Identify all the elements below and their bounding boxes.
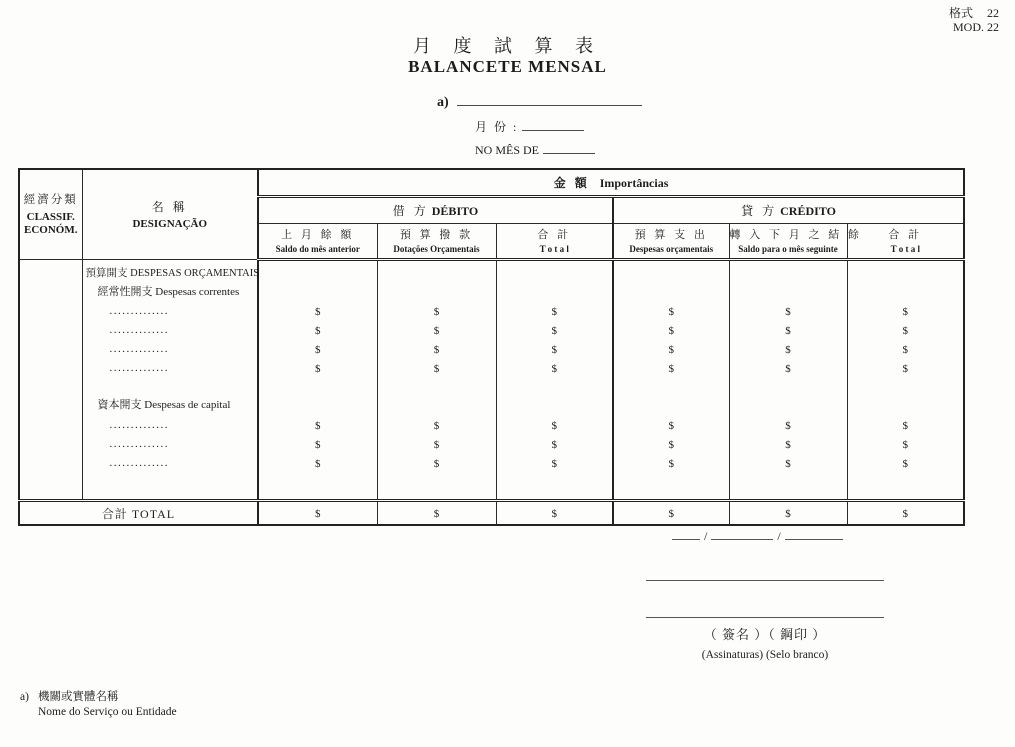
form-code: [949, 6, 999, 34]
dollar-sign: $: [902, 325, 909, 337]
dollar-sign: $: [785, 344, 791, 356]
total-cell-total-debito[interactable]: [496, 501, 613, 526]
dollar-sign: $: [433, 420, 440, 432]
dollar-sign: $: [785, 420, 791, 432]
footnote-zh: 機關或實體名稱: [38, 691, 119, 703]
balance-table: [18, 168, 965, 526]
spacer: [848, 379, 964, 417]
date-year-blank[interactable]: [785, 527, 843, 540]
month-field-pt: NO MÊS DE: [475, 140, 595, 158]
dollar-sign: $: [315, 344, 321, 356]
subgroup-despesas-correntes: 經常性開支 Despesas correntes: [97, 286, 240, 298]
total-cell-dotacoes[interactable]: [377, 501, 496, 526]
dollar-sign: $: [668, 439, 674, 451]
signature-line-2[interactable]: [646, 617, 884, 618]
dollar-sign: $: [902, 363, 909, 375]
dollar-sign: $: [551, 344, 557, 356]
footnote: [20, 690, 177, 720]
header-total-credito: 合 計 T o t a l: [847, 224, 964, 260]
dollar-sign: $: [902, 508, 909, 520]
dollar-sign: $: [785, 325, 791, 337]
dollar-sign: $: [902, 306, 909, 318]
header-despesas: 預 算 支 出 Despesas orçamentais: [613, 224, 729, 260]
month-blank-zh[interactable]: [522, 117, 584, 131]
header-debito: 借 方 DÉBITO: [258, 197, 613, 224]
dollar-sign: $: [315, 363, 321, 375]
dollar-sign: $: [668, 306, 674, 318]
dollar-sign: $: [668, 508, 674, 520]
money-cell-total-debito[interactable]: [496, 260, 613, 501]
dollar-sign: $: [785, 508, 791, 520]
footnote-marker: a): [20, 691, 29, 703]
dollar-sign: $: [551, 508, 557, 520]
entry-dots: ..............: [109, 419, 169, 431]
entry-dots: ..............: [109, 324, 169, 336]
classif-body-cell[interactable]: [19, 260, 82, 501]
entity-name-blank[interactable]: [457, 92, 642, 106]
page-title-zh: 月 度 試 算 表: [413, 36, 602, 56]
dollar-sign: $: [668, 363, 674, 375]
date-day-blank[interactable]: [672, 527, 700, 540]
dollar-sign: $: [315, 458, 321, 470]
dollar-sign: $: [785, 363, 791, 375]
header-classif-econom: 經濟分類 CLASSIF. ECONÓM.: [19, 169, 82, 260]
entry-dots: ..............: [109, 438, 169, 450]
dollar-sign: $: [902, 420, 909, 432]
dollar-sign: $: [902, 458, 909, 470]
dollar-sign: $: [551, 363, 557, 375]
group-despesas-orcamentais: 預算開支 DESPESAS ORÇAMENTAIS: [85, 268, 260, 279]
total-cell-saldo-seguinte[interactable]: [729, 501, 847, 526]
dollar-sign: $: [315, 306, 321, 318]
dollar-sign: $: [433, 508, 440, 520]
dollar-sign: $: [902, 439, 909, 451]
date-field: / /: [672, 527, 843, 544]
page-title-pt: BALANCETE MENSAL: [408, 57, 607, 76]
month-field-zh: 月 份 :: [475, 117, 584, 135]
designacao-body-cell: [82, 260, 258, 501]
spacer: [730, 379, 847, 417]
dollar-sign: $: [551, 458, 557, 470]
date-month-blank[interactable]: [711, 527, 773, 540]
money-cell-saldo-seguinte[interactable]: [729, 260, 847, 501]
entry-dots: ..............: [109, 457, 169, 469]
entry-dots: ..............: [109, 343, 169, 355]
header-total-debito: 合 計 T o t a l: [496, 224, 613, 260]
money-cell-dotacoes[interactable]: [377, 260, 496, 501]
spacer: [83, 378, 258, 394]
dollar-sign: $: [551, 439, 557, 451]
total-row-label: 合計 TOTAL: [19, 501, 258, 526]
dollar-sign: $: [433, 458, 440, 470]
dollar-sign: $: [315, 420, 321, 432]
spacer: [259, 379, 377, 417]
header-saldo-seguinte: 轉 入 下 月 之 結 餘 Saldo para o mês seguinte: [729, 224, 847, 260]
dollar-sign: $: [785, 458, 791, 470]
header-designacao: 名 稱 DESIGNAÇÃO: [82, 169, 258, 260]
footnote-pt: Nome do Serviço ou Entidade: [38, 706, 177, 718]
dollar-sign: $: [668, 458, 674, 470]
dollar-sign: $: [433, 439, 440, 451]
dollar-sign: $: [785, 439, 791, 451]
spacer: [378, 379, 496, 417]
entity-name-field: [437, 92, 642, 111]
dollar-sign: $: [551, 325, 557, 337]
signature-caption-zh: （ 簽名 ）（ 鋼印 ）: [703, 627, 827, 642]
header-credito: 貸 方 CRÉDITO: [613, 197, 964, 224]
dollar-sign: $: [433, 344, 440, 356]
subgroup-despesas-capital: 資本開支 Despesas de capital: [97, 399, 231, 411]
dollar-sign: $: [433, 306, 440, 318]
dollar-sign: $: [551, 420, 557, 432]
month-blank-pt[interactable]: [543, 140, 595, 154]
dollar-sign: $: [668, 344, 674, 356]
dollar-sign: $: [551, 306, 557, 318]
dollar-sign: $: [902, 344, 909, 356]
entry-dots: ..............: [109, 305, 169, 317]
form-code-mod: MOD. 22: [952, 20, 999, 34]
signature-caption-pt: (Assinaturas) (Selo branco): [701, 649, 829, 661]
form-code-zh: 格式 22: [948, 6, 999, 20]
header-saldo-anterior: 上 月 餘 額 Saldo do mês anterior: [258, 224, 377, 260]
total-cell-despesas[interactable]: [613, 501, 729, 526]
dollar-sign: $: [315, 325, 321, 337]
total-cell-total-credito[interactable]: [847, 501, 964, 526]
total-cell-saldo-anterior[interactable]: [258, 501, 377, 526]
dollar-sign: $: [315, 439, 321, 451]
spacer: [497, 379, 613, 417]
money-cell-despesas[interactable]: [613, 260, 729, 501]
dollar-sign: $: [785, 306, 791, 318]
dollar-sign: $: [668, 325, 674, 337]
header-dotacoes: 預 算 撥 款 Dotações Orçamentais: [377, 224, 496, 260]
dollar-sign: $: [315, 508, 321, 520]
dollar-sign: $: [668, 420, 674, 432]
header-importancias: 金 額 Importâncias: [258, 169, 964, 197]
dollar-sign: $: [433, 325, 440, 337]
money-cell-saldo-anterior[interactable]: [258, 260, 377, 501]
money-cell-total-credito[interactable]: [847, 260, 964, 501]
signature-line-1[interactable]: [646, 580, 884, 581]
footnote-marker-a: a): [437, 95, 449, 110]
dollar-sign: $: [433, 363, 440, 375]
entry-dots: ..............: [109, 362, 169, 374]
spacer: [614, 379, 729, 417]
